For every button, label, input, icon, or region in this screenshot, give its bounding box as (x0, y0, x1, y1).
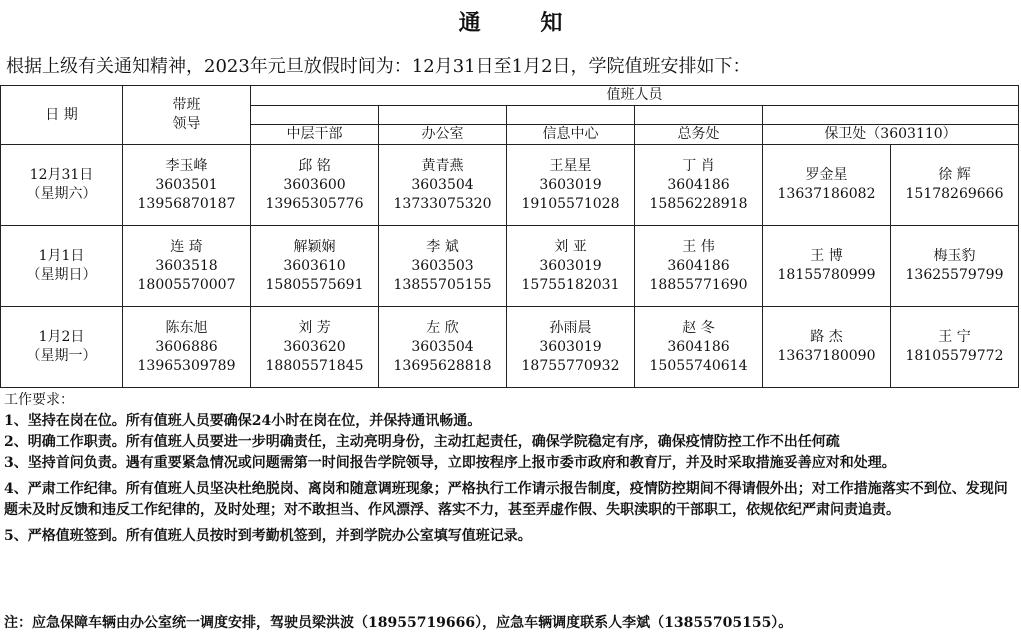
header-blank (763, 106, 1019, 125)
person-name: 邱 铭 (298, 157, 331, 174)
leader-cell (123, 226, 251, 307)
header-office: 办公室 (379, 125, 507, 145)
person-mobile: 13956870187 (137, 195, 236, 212)
weekday: （星期六） (26, 186, 97, 202)
person-ext: 3603600 (283, 176, 346, 193)
note-text: 注：应急保障车辆由办公室统一调度安排，驾驶员梁洪波（18955719666），应急车辆调度联系人李斌（13855705155）。 (4, 615, 793, 631)
person-name: 解颖娴 (293, 238, 336, 255)
general-affairs-cell (635, 307, 763, 388)
info-center-cell (507, 226, 635, 307)
person-name: 丁 肖 (682, 157, 715, 174)
header-blank (251, 106, 379, 125)
person-mobile: 13965305776 (265, 195, 364, 212)
intro-text: 根据上级有关通知精神，2023年元旦放假时间为：12月31日至1月2日，学院值班安排如下： (6, 56, 751, 77)
requirement-item: 5、严格值班签到。所有值班人员按时到考勤机签到，并到学院办公室填写值班记录。 (4, 528, 532, 544)
person-name: 刘 芳 (298, 319, 331, 336)
person-mobile: 13965309789 (137, 357, 236, 374)
general-affairs-cell (635, 145, 763, 226)
person-name: 梅玉豹 (933, 248, 976, 264)
header-blank (635, 106, 763, 125)
header-blank (379, 106, 507, 125)
date-cell (1, 145, 123, 226)
requirement-item: 4、严肃工作纪律。所有值班人员坚决杜绝脱岗、离岗和随意调班现象；严格执行工作请示报告制度，疫情防控期间不得请假外出；对工作措施落实不到位、发现问题未及时反馈和违反工作纪律的，及时处理；对不敢担当、作风漂浮、落实不力，甚至弄虚作假、失职渎职的干部职工，依规依纪严肃问责追责。 (4, 481, 1008, 518)
person-name: 路 杰 (810, 329, 843, 345)
date: 1月2日 (38, 329, 85, 345)
info-center-cell (507, 145, 635, 226)
leader-cell (123, 307, 251, 388)
header-general-affairs: 总务处 (635, 125, 763, 145)
person-ext: 3603019 (539, 176, 602, 193)
header-security: 保卫处（3603110） (763, 125, 1019, 145)
person-mobile: 18755770932 (521, 357, 620, 374)
date: 12月31日 (29, 167, 94, 183)
person-mobile: 18855771690 (649, 276, 748, 293)
weekday: （星期日） (26, 267, 97, 283)
person-ext: 3604186 (667, 338, 730, 355)
person-ext: 3603501 (155, 176, 218, 193)
office-cell (379, 307, 507, 388)
middle-cadre-cell (251, 307, 379, 388)
info-center-cell (507, 307, 635, 388)
person-ext: 3604186 (667, 257, 730, 274)
table-row (1, 145, 1019, 226)
duty-schedule-table (0, 85, 1019, 388)
header-middle-cadre: 中层干部 (251, 125, 379, 145)
person-name: 李 斌 (426, 238, 459, 255)
header-duty-staff: 值班人员 (251, 86, 1019, 106)
general-affairs-cell (635, 226, 763, 307)
weekday: （星期一） (26, 348, 97, 364)
security-cell (763, 226, 891, 307)
date: 1月1日 (38, 248, 85, 264)
person-ext: 3603504 (411, 338, 474, 355)
person-name: 赵 冬 (682, 319, 715, 336)
person-mobile: 15178269666 (905, 186, 1004, 202)
person-mobile: 18155780999 (777, 267, 876, 283)
person-name: 陈东旭 (165, 319, 208, 336)
table-row (1, 226, 1019, 307)
person-mobile: 13637186082 (777, 186, 876, 202)
person-ext: 3604186 (667, 176, 730, 193)
requirement-item: 1、坚持在岗在位。所有值班人员要确保24小时在岗在位，并保持通讯畅通。 (4, 413, 482, 429)
requirement-item: 3、坚持首问负责。遇有重要紧急情况或问题需第一时间报告学院领导，立即按程序上报市委市政府和教育厅，并及时采取措施妥善应对和处理。 (4, 455, 896, 471)
person-mobile: 15755182031 (521, 276, 620, 293)
person-name: 孙雨晨 (549, 319, 592, 336)
leader-cell (123, 145, 251, 226)
person-name: 王 伟 (682, 238, 715, 255)
security-cell (891, 307, 1019, 388)
requirements-title: 工作要求： (4, 392, 74, 408)
person-name: 王星星 (549, 157, 592, 174)
notice-title: 通 知 (458, 10, 589, 36)
date-cell (1, 307, 123, 388)
person-mobile: 18105579772 (905, 348, 1004, 364)
table-row (1, 307, 1019, 388)
person-name: 罗金星 (805, 167, 848, 183)
person-ext: 3603610 (283, 257, 346, 274)
person-name: 李玉峰 (165, 157, 208, 174)
person-name: 黄青燕 (421, 157, 464, 174)
person-name: 徐 辉 (938, 167, 971, 183)
header-date: 日 期 (1, 86, 123, 145)
person-name: 王 博 (810, 248, 843, 264)
person-ext: 3603518 (155, 257, 218, 274)
person-name: 左 欣 (426, 319, 459, 336)
work-requirements (4, 390, 1019, 547)
person-mobile: 13637180090 (777, 348, 876, 364)
requirement-item: 2、明确工作职责。所有值班人员要进一步明确责任，主动亮明身份，主动扛起责任，确保学院稳定有序，确保疫情防控工作不出任何疏 (4, 434, 840, 450)
person-mobile: 15856228918 (649, 195, 748, 212)
header-leader-line1: 带班 (172, 97, 201, 113)
security-cell (891, 226, 1019, 307)
person-mobile: 18005570007 (137, 276, 236, 293)
header-leader-line2: 领导 (172, 116, 201, 132)
person-ext: 3603019 (539, 257, 602, 274)
person-mobile: 13695628818 (393, 357, 492, 374)
person-mobile: 13855705155 (393, 276, 492, 293)
security-cell (891, 145, 1019, 226)
header-leader (123, 86, 251, 145)
person-mobile: 13733075320 (393, 195, 492, 212)
person-name: 王 宁 (938, 329, 971, 345)
date-cell (1, 226, 123, 307)
security-cell (763, 307, 891, 388)
person-name: 连 琦 (170, 238, 203, 255)
person-mobile: 15055740614 (649, 357, 748, 374)
middle-cadre-cell (251, 145, 379, 226)
header-info-center: 信息中心 (507, 125, 635, 145)
person-mobile: 18805571845 (265, 357, 364, 374)
person-mobile: 13625579799 (905, 267, 1004, 283)
person-ext: 3603504 (411, 176, 474, 193)
middle-cadre-cell (251, 226, 379, 307)
person-mobile: 15805575691 (265, 276, 364, 293)
person-ext: 3603620 (283, 338, 346, 355)
security-cell (763, 145, 891, 226)
person-ext: 3603503 (411, 257, 474, 274)
office-cell (379, 145, 507, 226)
header-blank (507, 106, 635, 125)
person-ext: 3603019 (539, 338, 602, 355)
person-mobile: 19105571028 (521, 195, 620, 212)
office-cell (379, 226, 507, 307)
person-ext: 3606886 (155, 338, 218, 355)
person-name: 刘 亚 (554, 238, 587, 255)
